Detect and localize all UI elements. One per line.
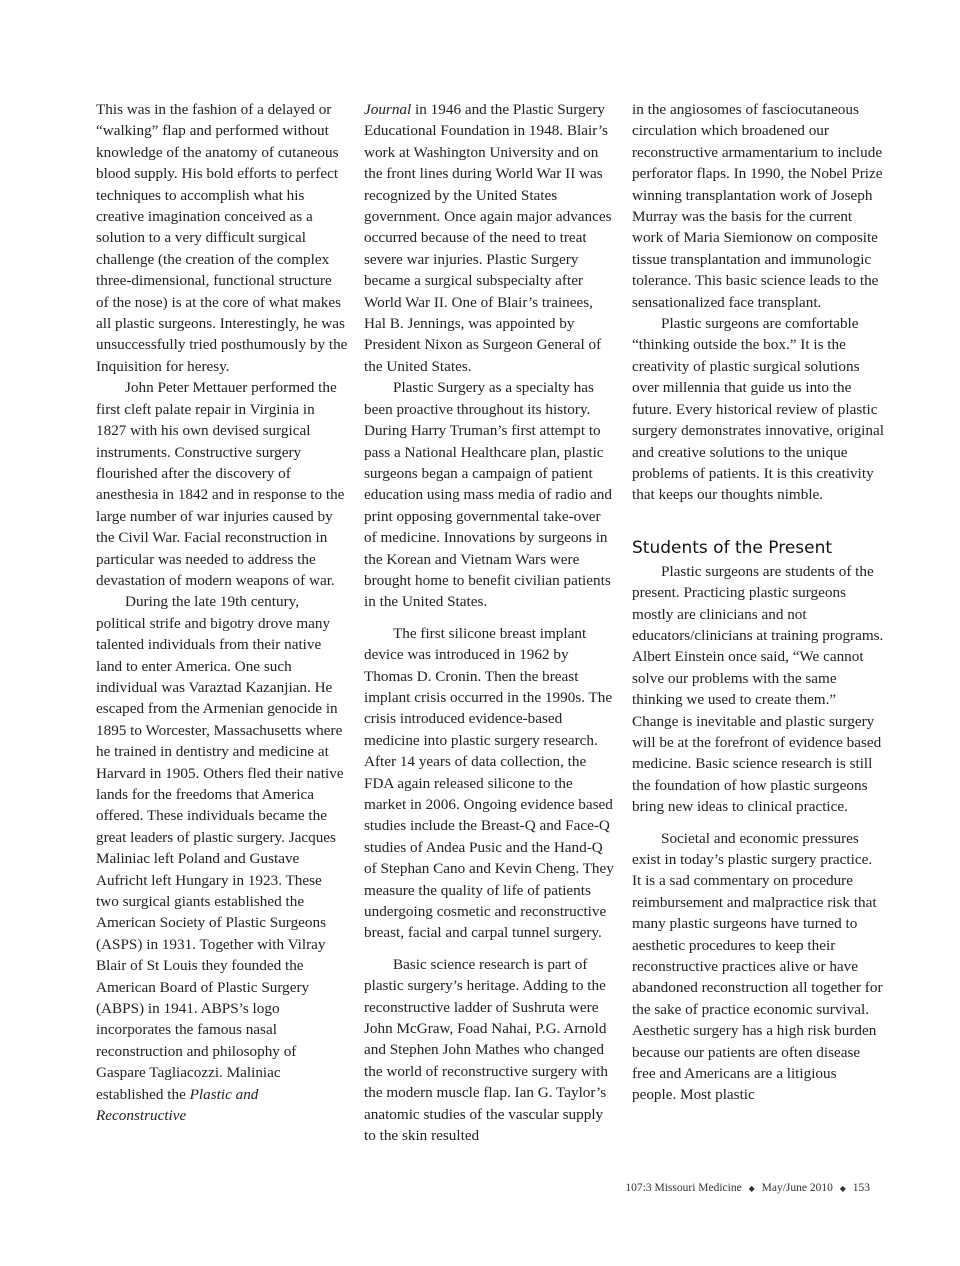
column-middle bbox=[364, 99, 616, 1147]
paragraph: The first silicone breast implant device was introduced in 1962 by Thomas D. Cronin. Then the breast implant crisis occurred in the 1990s. The crisis introduced evidence-based medicine into plastic surgery research. After 14 years of data collection, the FDA again released silicone to the market in 2006. Ongoing evidence based studies include the Breast-Q and Face-Q studies of Andea Pusic and the Hand-Q of Stephan Cano and Kevin Cheng. They measure the quality of life of patients undergoing cosmetic and reconstructive breast, facial and carpal tunnel surgery. bbox=[364, 624, 614, 942]
paragraph: This was in the fashion of a delayed or “walking” flap and performed without knowledge of the anatomy of cutaneous blood supply. His bold efforts to perfect techniques to accomplish what his creative imagination conceived as a solution to a very difficult surgical challenge (the creation of the complex three-dimensional, functional structure of the nose) is at the core of what makes all plastic surgeons. Interestingly, he was unsuccessfully tried posthumously by the Inquisition for heresy. bbox=[96, 101, 348, 375]
section-heading: Students of the Present bbox=[632, 537, 833, 558]
paragraph: Basic science research is part of plastic surgery’s heritage. Adding to the reconstructive ladder of Sushruta were John McGraw, Foad Nahai, P.G. Arnold and Stephen John Mathes who changed the world of reconstructive surgery with the modern muscle flap. Ian G. Taylor’s anatomic studies of the vascular supply to the skin resulted bbox=[364, 955, 608, 1145]
paragraph: Plastic surgeons are students of the present. Practicing plastic surgeons mostly are clinicians and not educators/clinicians at training programs. Albert Einstein once said, “We cannot solve our problems with the same thinking we used to create them.” Change is inevitable and plastic surgery will be at the forefront of evidence based medicine. Basic science research is still the foundation of how plastic surgeons bring new ideas to clinical practice. bbox=[632, 562, 884, 816]
footer-date: May/June 2010 bbox=[761, 1182, 833, 1194]
diamond-separator-icon: ◆ bbox=[839, 1183, 846, 1193]
paragraph-text: in 1946 and the Plastic Surgery Educational Foundation in 1948. Blair’s work at Washington University and on the front lines during World War II was recognized by the United States government. Once again major advances occurred because of the need to treat severe war injuries. Plastic Surgery became a surgical subspecialty after World War II. One of Blair’s trainees, Hal B. Jennings, was appointed by President Nixon as Surgeon General of the United States. bbox=[364, 101, 612, 375]
journal-title-italic: Journal bbox=[364, 101, 412, 118]
paragraph: Plastic Surgery as a specialty has been proactive throughout its history. During Harry Truman’s first attempt to pass a National Healthcare plan, plastic surgeons began a campaign of patient education using mass media of radio and print opposing governmental take-over of medicine. Innovations by surgeons in the Korean and Vietnam Wars were brought home to benefit civilian patients in the United States. bbox=[364, 379, 612, 611]
paragraph: in the angiosomes of fasciocutaneous circulation which broadened our reconstructive armamentarium to include perforator flaps. In 1990, the Nobel Prize winning transplantation work of Joseph Murray was the basis for the current work of Maria Siemionow on composite tissue transplantation and immunologic tolerance. This basic science leads to the sensationalized face transplant. bbox=[632, 101, 883, 311]
journal-title-italic: Plastic and Reconstructive bbox=[96, 1085, 259, 1125]
page-footer bbox=[560, 1182, 870, 1194]
paragraph: Societal and economic pressures exist in today’s plastic surgery practice. It is a sad commentary on procedure reimbursement and malpractice risk that many plastic surgeons have turned to aesthetic procedures to keep their reconstructive practices alive or have abandoned reconstruction all together for the sake of practice economic survival. Aesthetic surgery has a high risk burden because our patients are often disease free and Americans are a litigious people. Most plastic bbox=[632, 829, 883, 1104]
footer-page-number: 153 bbox=[852, 1182, 870, 1194]
footer-journal: 107:3 Missouri Medicine bbox=[625, 1182, 742, 1194]
paragraph-text: During the late 19th century, political strife and bigotry drove many talented individuals from their native land to enter America. One such individual was Varaztad Kazanjian. He escaped from the Armenian genocide in 1895 to Worcester, Massachusetts where he trained in dentistry and medicine at Harvard in 1905. Others fled their native lands for the freedoms that America offered. These individuals became the great leaders of plastic surgery. Jacques Maliniac left Poland and Gustave Aufricht left Hungary in 1923. These two surgical giants established the American Society of Plastic Surgeons (ASPS) in 1931. Together with Vilray Blair of St Louis they founded the American Board of Plastic Surgery (ABPS) in 1941. ABPS’s logo incorporates the famous nasal reconstruction and philosophy of Gaspare Tagliacozzi. Maliniac established the bbox=[96, 593, 344, 1103]
column-right bbox=[632, 99, 884, 1106]
paragraph: John Peter Mettauer performed the first cleft palate repair in Virginia in 1827 with his own devised surgical instruments. Constructive surgery flourished after the discovery of anesthesia in 1842 and in response to the large number of war injuries caused by the Civil War. Facial reconstruction in particular was needed to address the devastation of modern weapons of war. bbox=[96, 379, 345, 589]
paragraph bbox=[96, 591, 348, 1126]
paragraph bbox=[364, 99, 616, 377]
paragraph: Plastic surgeons are comfortable “thinking outside the box.” It is the creativity of plastic surgical solutions over millennia that guide us into the future. Every historical review of plastic surgery demonstrates innovative, original and creative solutions to the unique problems of patients. It is this creativity that keeps our thoughts nimble. bbox=[632, 315, 884, 504]
column-left bbox=[96, 99, 348, 1127]
diamond-separator-icon: ◆ bbox=[748, 1183, 755, 1193]
